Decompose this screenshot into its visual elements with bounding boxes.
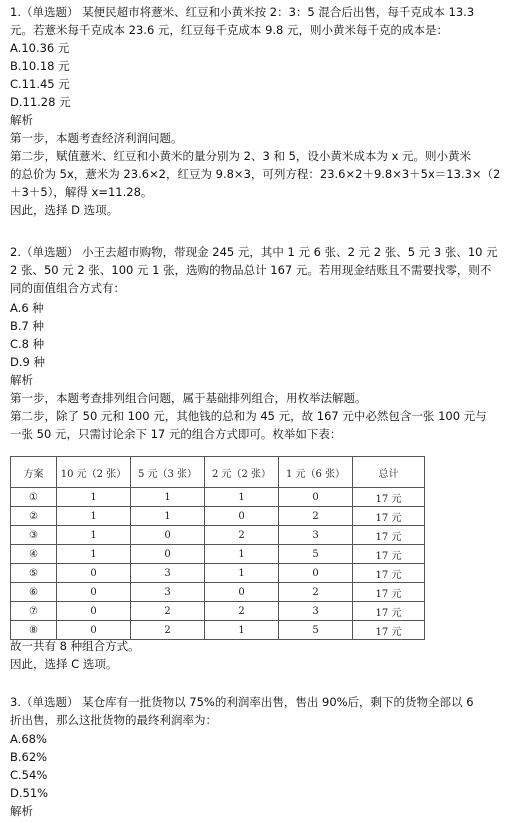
q2-option-b: B.7 种 [10, 319, 45, 333]
q2-stem-line-2: 2 张、50 元 2 张、100 元 1 张，选购的物品总计 167 元。若用现金结账且不需要找零，则不 [10, 263, 492, 277]
table-row [11, 545, 425, 564]
q1-analysis-line-3: 的总价为 5x，薏米为 23.6×2，红豆为 9.8×3，可列方程：23.6×2＋9.8×3＋5x＝13.3×（2 [10, 167, 501, 181]
table-cell: 2 [205, 526, 279, 545]
table-cell: 3 [131, 583, 205, 602]
q2-analysis-line-3: 一张 50 元，只需讨论余下 17 元的组合方式即可。枚举如下表： [10, 427, 342, 441]
table-cell: 2 [279, 583, 353, 602]
q2-option-d: D.9 种 [10, 355, 45, 369]
table-cell: 2 [131, 621, 205, 640]
table-cell: 2 [131, 602, 205, 621]
table-cell: ④ [11, 545, 57, 564]
table-cell: 1 [57, 507, 131, 526]
table-cell: ⑤ [11, 564, 57, 583]
table-row [11, 507, 425, 526]
table-cell: ② [11, 507, 57, 526]
q3-option-d: D.51% [10, 786, 49, 800]
table-cell: 17 元 [353, 564, 425, 583]
q1-analysis-line-1: 第一步，本题考查经济利润问题。 [10, 131, 183, 145]
table-cell: 0 [279, 564, 353, 583]
table-cell: 3 [131, 564, 205, 583]
combination-table [10, 456, 425, 640]
q2-conclusion-line-1: 故一共有 8 种组合方式。 [10, 639, 140, 653]
table-header-cell: 2 元（2 张） [205, 457, 279, 488]
table-header-cell: 5 元（3 张） [131, 457, 205, 488]
q1-option-c: C.11.45 元 [10, 77, 70, 91]
table-cell: ③ [11, 526, 57, 545]
table-cell: 0 [57, 602, 131, 621]
q3-option-b: B.62% [10, 750, 48, 764]
q2-answer: 因此，选择 C 选项。 [10, 657, 118, 671]
table-header-cell: 总计 [353, 457, 425, 488]
q1-analysis-line-4: ＋3＋5），解得 x=11.28。 [10, 185, 153, 199]
q1-stem-line-1: 1.（单选题） 某便民超市将薏米、红豆和小黄米按 2：3：5 混合后出售，每千克成本 13.3 [10, 5, 475, 19]
q1-analysis-line-2: 第二步，赋值薏米、红豆和小黄米的量分别为 2、3 和 5，设小黄米成本为 x 元。则小黄米 [10, 149, 472, 163]
q3-stem-line-2: 折出售，那么这批货物的最终利润率为： [10, 713, 217, 727]
q3-stem-line-1: 3.（单选题） 某仓库有一批货物以 75%的利润率出售，售出 90%后，剩下的货物全部以 6 [10, 695, 474, 709]
q1-answer: 因此，选择 D 选项。 [10, 203, 119, 217]
table-row [11, 621, 425, 640]
table-cell: 1 [57, 488, 131, 507]
table-cell: 1 [57, 545, 131, 564]
table-row [11, 488, 425, 507]
table-cell: 17 元 [353, 545, 425, 564]
table-cell: 2 [205, 602, 279, 621]
table-cell: 17 元 [353, 507, 425, 526]
q2-analysis-line-2: 第二步，除了 50 元和 100 元，其他钱的总和为 45 元，故 167 元中必然包含一张 100 元与 [10, 409, 487, 423]
table-cell: ⑦ [11, 602, 57, 621]
table-header-cell: 1 元（6 张） [279, 457, 353, 488]
table-cell: 0 [57, 621, 131, 640]
table-cell: 0 [205, 507, 279, 526]
table-cell: 17 元 [353, 602, 425, 621]
table-cell: 5 [279, 545, 353, 564]
table-row [11, 602, 425, 621]
table-cell: ① [11, 488, 57, 507]
q1-option-b: B.10.18 元 [10, 59, 70, 73]
table-cell: 3 [279, 602, 353, 621]
q2-analysis-title: 解析 [10, 373, 33, 387]
table-cell: 0 [131, 526, 205, 545]
table-cell: 3 [279, 526, 353, 545]
table-header-cell: 10 元（2 张） [57, 457, 131, 488]
q1-stem-line-2: 元。若薏米每千克成本 23.6 元，红豆每千克成本 9.8 元，则小黄米每千克的成本是： [10, 23, 449, 37]
q1-option-a: A.10.36 元 [10, 41, 70, 55]
table-cell: 17 元 [353, 488, 425, 507]
table-cell: 1 [205, 564, 279, 583]
table-cell: 1 [57, 526, 131, 545]
table-row [11, 526, 425, 545]
table-cell: 0 [279, 488, 353, 507]
q3-option-c: C.54% [10, 768, 48, 782]
table-cell: ⑧ [11, 621, 57, 640]
q2-analysis-line-1: 第一步，本题考查排列组合问题，属于基础排列组合，用枚举法解题。 [10, 391, 367, 405]
q1-option-d: D.11.28 元 [10, 95, 71, 109]
table-cell: 0 [131, 545, 205, 564]
table-cell: 1 [205, 488, 279, 507]
q2-option-c: C.8 种 [10, 337, 45, 351]
q3-option-a: A.68% [10, 732, 47, 746]
q1-analysis-title: 解析 [10, 113, 33, 127]
table-cell: 17 元 [353, 526, 425, 545]
q2-stem-line-1: 2.（单选题） 小王去超市购物，带现金 245 元，其中 1 元 6 张、2 元 2 张、5 元 3 张、10 元 [10, 245, 498, 259]
table-cell: 0 [57, 583, 131, 602]
table-cell: 5 [279, 621, 353, 640]
table-cell: 1 [205, 621, 279, 640]
table-cell: 2 [279, 507, 353, 526]
q2-stem-line-3: 同的面值组合方式有： [10, 281, 125, 295]
table-cell: 17 元 [353, 621, 425, 640]
table-cell: 1 [131, 507, 205, 526]
table-cell: 1 [131, 488, 205, 507]
table-row [11, 564, 425, 583]
q2-option-a: A.6 种 [10, 301, 44, 315]
table-cell: 0 [57, 564, 131, 583]
table-cell: 0 [205, 583, 279, 602]
combination-table-wrap [10, 456, 425, 640]
table-cell: 1 [205, 545, 279, 564]
table-header-cell: 方案 [11, 457, 57, 488]
table-cell: 17 元 [353, 583, 425, 602]
table-row [11, 583, 425, 602]
q3-analysis-title: 解析 [10, 804, 33, 818]
table-header-row [11, 457, 425, 488]
table-cell: ⑥ [11, 583, 57, 602]
